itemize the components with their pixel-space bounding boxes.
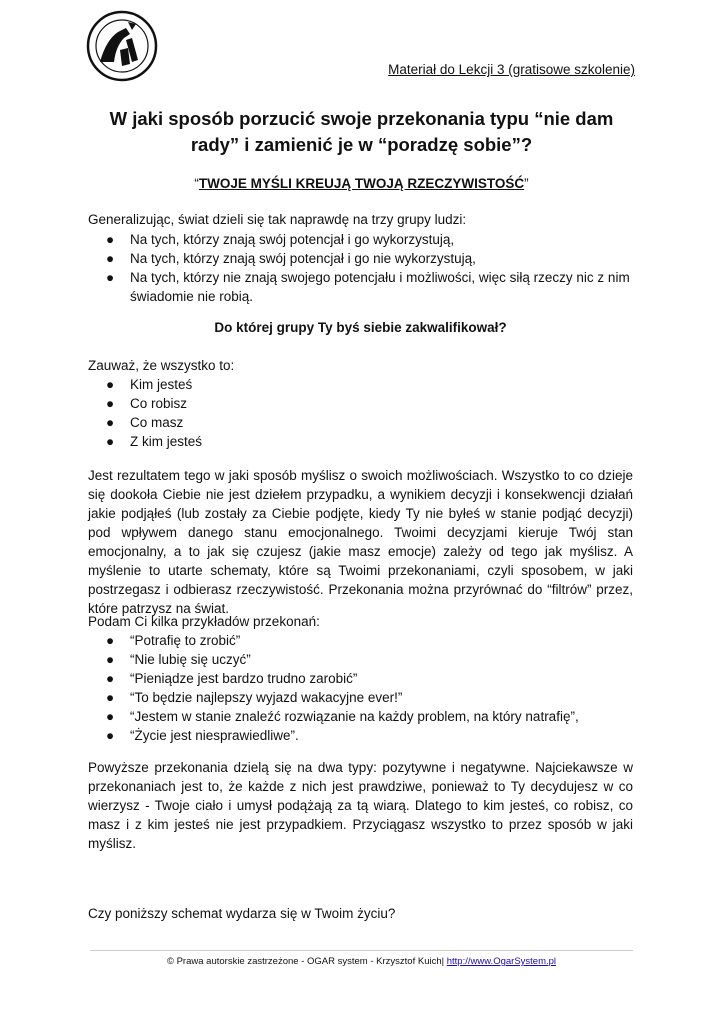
- footer-copyright: © Prawa autorskie zastrzeżone - OGAR system - Krzysztof Kuich|: [166, 956, 445, 967]
- bullet-icon: ●: [106, 690, 115, 705]
- list-item: ● Co robisz: [106, 396, 188, 411]
- subtitle-text: TWOJE MYŚLI KREUJĄ TWOJĄ RZECZYWISTOŚĆ: [198, 176, 525, 191]
- groups-intro: Generalizując, świat dzieli się tak naprawdę na trzy grupy ludzi:: [88, 212, 467, 227]
- bullet-icon: ●: [106, 671, 115, 686]
- bullet-icon: ●: [106, 709, 115, 724]
- ogar-logo-icon: [86, 10, 158, 82]
- list-item: ● Z kim jesteś: [106, 434, 203, 449]
- title-line-1: W jaki sposób porzucić swoje przekonania typu “nie dam: [109, 108, 614, 129]
- bullet-icon: ●: [106, 232, 115, 247]
- list-item: ● Kim jesteś: [106, 377, 193, 392]
- list-item: ● Co masz: [106, 415, 184, 430]
- footer-link[interactable]: http://www.OgarSystem.pl: [446, 956, 557, 967]
- bullet-icon: ●: [106, 415, 115, 430]
- footer-divider: [90, 950, 633, 951]
- bullet-icon: ●: [106, 396, 115, 411]
- group-question: Do której grupy Ty byś siebie zakwalifikował?: [214, 320, 507, 335]
- everything-list: [88, 375, 633, 451]
- schema-question: Czy poniższy schemat wydarza się w Twoim życiu?: [88, 906, 396, 921]
- list-item: ● Na tych, którzy nie znają swojego potencjału i możliwości, więc siłą rzeczy nic z nim świadomie nie robią.: [106, 270, 630, 304]
- bullet-icon: ●: [106, 633, 115, 648]
- list-item: ● “Jestem w stanie znaleźć rozwiązanie na każdy problem, na który natrafię”,: [106, 709, 579, 724]
- list-item: ● “Nie lubię się uczyć”: [106, 652, 251, 667]
- list-item: ● “Potrafię to zrobić”: [106, 633, 241, 648]
- bullet-icon: ●: [106, 728, 115, 743]
- list-item: ● “Życie jest niesprawiedliwe”.: [106, 728, 299, 743]
- bullet-icon: ●: [106, 652, 115, 667]
- bullet-icon: ●: [106, 434, 115, 449]
- paragraph-result: Jest rezultatem tego w jaki sposób myślisz o swoich możliwościach. Wszystko to co dzieje się dookoła Ciebie nie jest dziełem przypadku, a wynikiem decyzji i konsekwencji działań jakie podjąłeś (lub zostały za Ciebie podjęte, kiedy Ty nie byłeś w stanie podjąć decyzji) pod wpływem danego stanu emocjonalnego. Twoimi decyzjami kieruje Twój stan emocjonalny, a to jak się czujesz (jakie masz emocje) zależy od tego jak myślisz. A myślenie to utarte schematy, które są Twoimi przekonaniami, czyli sposobem, w jaki postrzegasz i odbierasz rzeczywistość. Przekonania można przyrównać do “filtrów” przez, które patrzysz na świat.: [88, 468, 633, 616]
- bullet-icon: ●: [106, 270, 115, 285]
- list-item: ● “To będzie najlepszy wyjazd wakacyjne ever!”: [106, 690, 403, 705]
- list-item: ● Na tych, którzy znają swój potencjał i go nie wykorzystują,: [106, 251, 476, 266]
- footer: [90, 956, 633, 967]
- examples-intro: Podam Ci kilka przykładów przekonań:: [88, 614, 320, 629]
- subtitle-close-quote: ”: [524, 176, 529, 191]
- header-note: Materiał do Lekcji 3 (gratisowe szkolenie): [388, 62, 635, 77]
- examples-list: [88, 631, 633, 745]
- bullet-icon: ●: [106, 377, 115, 392]
- title-line-2: rady” i zamienić je w “poradzę sobie”?: [190, 134, 533, 155]
- list-item: ● Na tych, którzy znają swój potencjał i go wykorzystują,: [106, 232, 455, 247]
- subtitle: [90, 176, 633, 191]
- bullet-icon: ●: [106, 251, 115, 266]
- subtitle-open-quote: “: [194, 176, 199, 191]
- everything-intro: Zauważ, że wszystko to:: [88, 358, 235, 373]
- groups-list: [88, 230, 633, 306]
- page-title: [90, 106, 633, 158]
- list-item: ● “Pieniądze jest bardzo trudno zarobić”: [106, 671, 358, 686]
- paragraph-beliefs: Powyższe przekonania dzielą się na dwa typy: pozytywne i negatywne. Najciekawsze w przekonaniach jest to, że każde z nich jest prawdziwe, ponieważ to Ty decydujesz w co wierzysz - Twoje ciało i umysł podążają za tą wiarą. Dlatego to kim jesteś, co robisz, co masz i z kim jesteś nie jest przypadkiem. Przyciągasz wszystko to przez sposób w jaki myślisz.: [88, 760, 633, 851]
